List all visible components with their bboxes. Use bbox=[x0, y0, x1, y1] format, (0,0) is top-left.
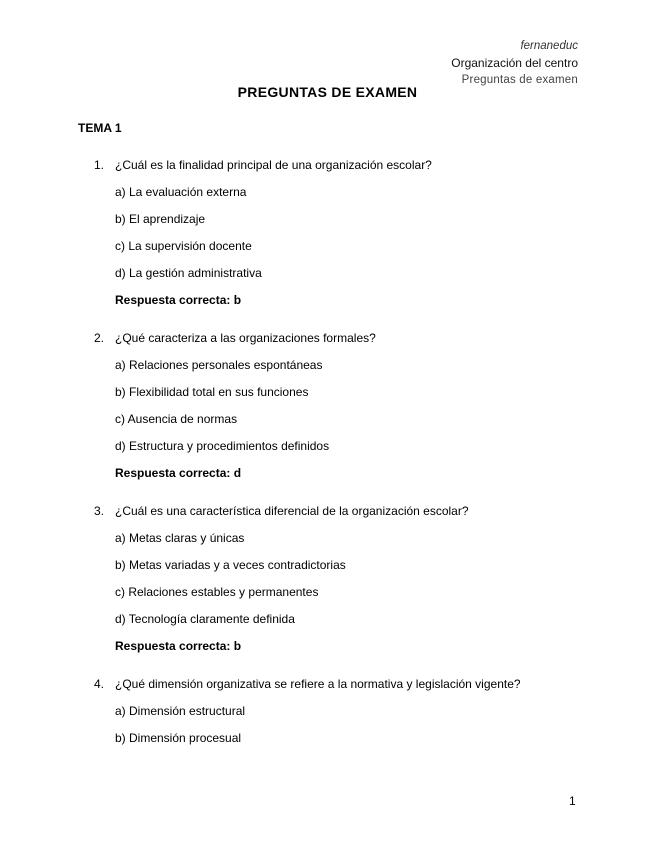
option-a: a) La evaluación externa bbox=[115, 185, 247, 199]
header-subject: Organización del centro bbox=[451, 56, 578, 70]
question-number: 3. bbox=[94, 504, 105, 518]
question-number: 2. bbox=[94, 331, 105, 345]
question-text: ¿Cuál es una característica diferencial de la organización escolar? bbox=[115, 504, 469, 518]
option-b: b) Metas variadas y a veces contradictorias bbox=[115, 558, 346, 572]
header-document: Preguntas de examen bbox=[461, 74, 578, 86]
question-list bbox=[94, 158, 574, 769]
page-number: 1 bbox=[569, 794, 576, 808]
option-c: c) Relaciones estables y permanentes bbox=[115, 585, 319, 599]
question-4 bbox=[94, 677, 574, 747]
question-number: 1. bbox=[94, 158, 105, 172]
topic-heading: TEMA 1 bbox=[78, 121, 122, 135]
correct-answer: Respuesta correcta: d bbox=[115, 466, 242, 480]
option-c: c) Ausencia de normas bbox=[115, 412, 238, 426]
question-line bbox=[94, 331, 574, 347]
question-number: 4. bbox=[94, 677, 105, 691]
question-text: ¿Cuál es la finalidad principal de una organización escolar? bbox=[115, 158, 432, 172]
correct-answer: Respuesta correcta: b bbox=[115, 639, 242, 653]
question-text: ¿Qué caracteriza a las organizaciones formales? bbox=[115, 331, 376, 345]
option-c: c) La supervisión docente bbox=[115, 239, 252, 253]
option-a: a) Metas claras y únicas bbox=[115, 531, 245, 545]
page-title: PREGUNTAS DE EXAMEN bbox=[237, 84, 418, 100]
question-1 bbox=[94, 158, 574, 309]
page-header bbox=[451, 38, 578, 89]
option-d: d) Tecnología claramente definida bbox=[115, 612, 295, 626]
question-line bbox=[94, 158, 574, 174]
option-b: b) Flexibilidad total en sus funciones bbox=[115, 385, 309, 399]
question-3 bbox=[94, 504, 574, 655]
header-author: fernaneduc bbox=[520, 40, 578, 52]
option-a: a) Relaciones personales espontáneas bbox=[115, 358, 323, 372]
question-line bbox=[94, 677, 574, 693]
option-a: a) Dimensión estructural bbox=[115, 704, 246, 718]
option-d: d) La gestión administrativa bbox=[115, 266, 262, 280]
question-line bbox=[94, 504, 574, 520]
option-b: b) Dimensión procesual bbox=[115, 731, 242, 745]
option-b: b) El aprendizaje bbox=[115, 212, 206, 226]
option-d: d) Estructura y procedimientos definidos bbox=[115, 439, 330, 453]
correct-answer: Respuesta correcta: b bbox=[115, 293, 242, 307]
question-text: ¿Qué dimensión organizativa se refiere a la normativa y legislación vigente? bbox=[115, 677, 521, 691]
question-2 bbox=[94, 331, 574, 482]
